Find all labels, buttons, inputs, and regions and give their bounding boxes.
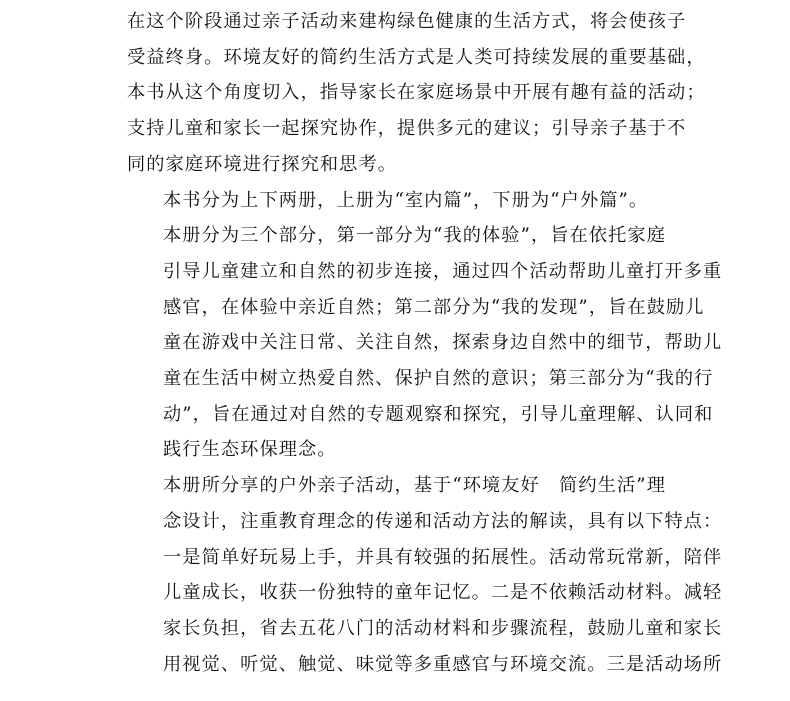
text-line: 本册所分享的户外亲子活动，基于“环境友好 简约生活”理 [163, 475, 666, 497]
text-line: 童在游戏中关注日常、关注自然，探索身边自然中的细节，帮助儿 [163, 332, 723, 354]
text-line: 引导儿童建立和自然的初步连接，通过四个活动帮助儿童打开多重 [163, 260, 723, 282]
text-line: 感官，在体验中亲近自然；第二部分为“我的发现”，旨在鼓励儿 [163, 296, 705, 318]
text-line: 念设计，注重教育理念的传递和活动方法的解读，具有以下特点： [163, 510, 723, 532]
text-line: 一是简单好玩易上手，并具有较强的拓展性。活动常玩常新，陪伴 [163, 546, 723, 568]
paragraph-volumes [127, 183, 673, 219]
text-line: 家长负担，省去五花八门的活动材料和步骤流程，鼓励儿童和家长 [163, 617, 723, 639]
text-line: 支持儿童和家长一起探究协作，提供多元的建议；引导亲子基于不 [127, 118, 687, 140]
paragraph-intro [127, 4, 706, 183]
text-line: 受益终身。环境友好的简约生活方式是人类可持续发展的重要基础， [127, 46, 706, 68]
document-body [127, 4, 723, 682]
text-line: 在这个阶段通过亲子活动来建构绿色健康的生活方式，将会使孩子 [127, 11, 687, 32]
text-line: 本书分为上下两册，上册为“室内篇”，下册为“户外篇”。 [163, 189, 649, 211]
text-line: 本书从这个角度切入，指导家长在家庭场景中开展有趣有益的活动； [127, 82, 706, 104]
text-line: 儿童成长，收获一份独特的童年记忆。二是不依赖活动材料。减轻 [163, 582, 723, 604]
paragraph-features [127, 468, 723, 682]
text-line: 用视觉、听觉、触觉、味觉等多重感官与环境交流。三是活动场所 [163, 653, 723, 675]
text-line: 践行生态环保理念。 [163, 439, 337, 461]
paragraph-structure [127, 218, 723, 468]
text-line: 动”，旨在通过对自然的专题观察和探究，引导儿童理解、认同和 [163, 403, 714, 425]
text-line: 童在生活中树立热爱自然、保护自然的意识；第三部分为“我的行 [163, 368, 714, 390]
text-line: 本册分为三个部分，第一部分为“我的体验”，旨在依托家庭 [163, 225, 666, 247]
text-line: 同的家庭环境进行探究和思考。 [127, 153, 398, 175]
